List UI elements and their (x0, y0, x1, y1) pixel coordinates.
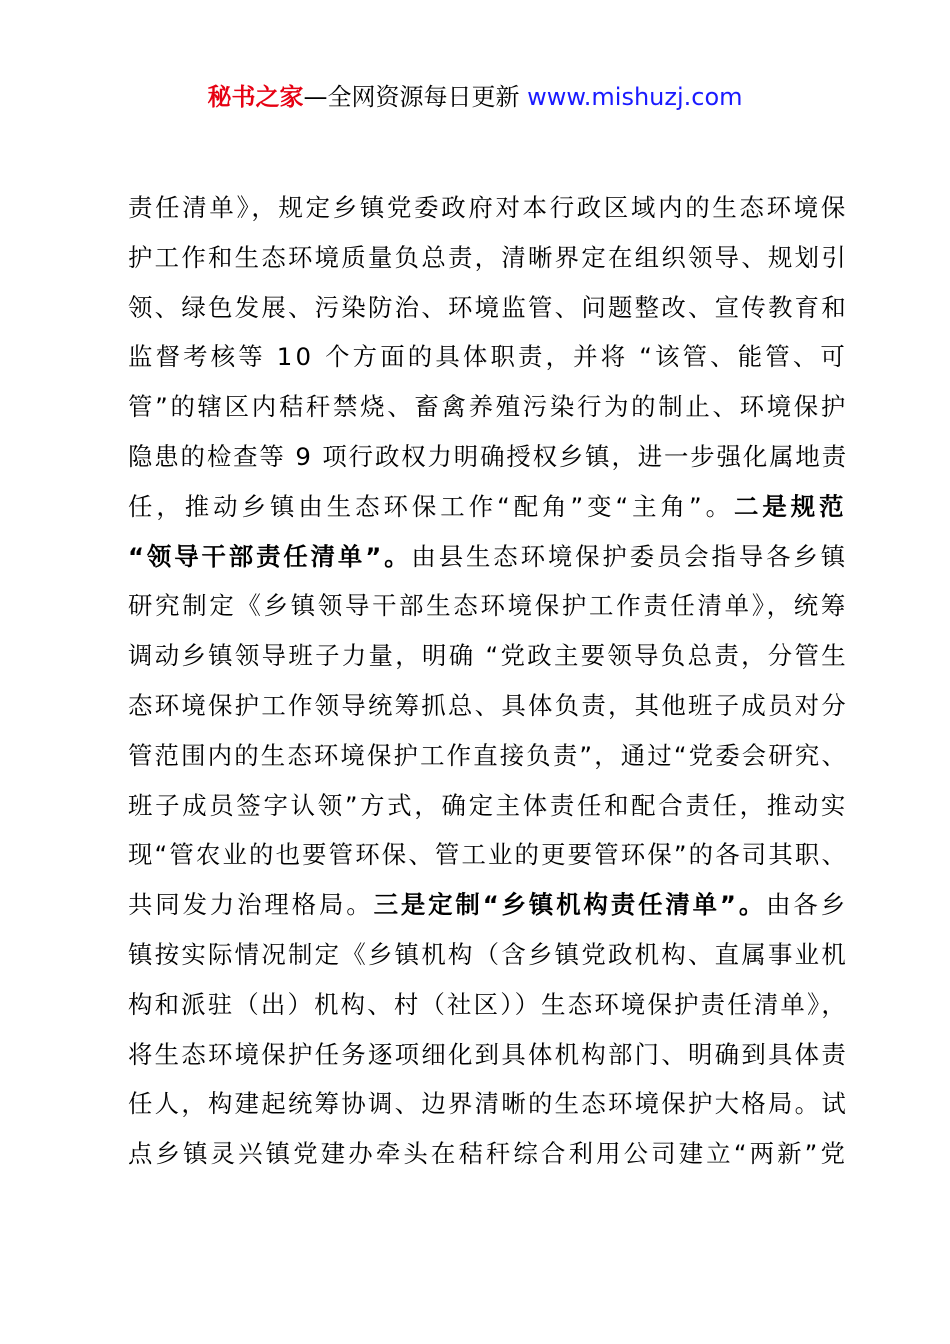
text-segment: 镇按实际情况制定《乡镇机构（含乡镇党政机构、直属事业机 (128, 939, 848, 969)
body-line (128, 681, 848, 731)
body-line (128, 482, 848, 532)
text-segment: 责任清单》，规定乡镇党委政府对本行政区域内的生态环境保 (128, 193, 848, 222)
text-segment: 护工作和生态环境质量负总责，清晰界定在组织领导、规划引 (128, 242, 848, 272)
body-line (128, 1079, 848, 1129)
body-line (128, 532, 848, 582)
text-segment: 研究制定《乡镇领导干部生态环境保护工作责任清单》，统筹 (128, 591, 848, 621)
text-segment: 由县生态环境保护委员会指导各乡镇 (411, 541, 848, 571)
text-segment: 点乡镇灵兴镇党建办牵头在秸秆综合利用公司建立“两新”党 (128, 1139, 848, 1169)
body-line (128, 631, 848, 681)
body-line (128, 880, 848, 930)
page-header (0, 80, 950, 114)
text-segment: 隐患的检查等 9 项行政权力明确授权乡镇，进一步强化属地责 (128, 441, 848, 471)
body-line (128, 332, 848, 382)
text-segment: 班子成员签字认领”方式，确定主体责任和配合责任，推动实 (128, 790, 848, 820)
header-tagline: —全网资源每日更新 (303, 83, 528, 111)
body-line (128, 432, 848, 482)
text-segment: 现“管农业的也要管环保、管工业的更要管环保”的各司其职、 (128, 840, 848, 870)
document-body (128, 183, 848, 1179)
body-line (128, 233, 848, 283)
body-line (128, 581, 848, 631)
text-segment: 监督考核等 10 个方面的具体职责，并将 “该管、能管、可 (128, 342, 848, 372)
bold-text-segment: 二是规范 (733, 491, 848, 521)
text-segment: 构和派驻（出）机构、村（社区））生态环境保护责任清单》， (128, 989, 848, 1019)
text-segment: 由各乡 (766, 890, 848, 920)
body-line (128, 283, 848, 333)
text-segment: 共同发力治理格局。 (128, 890, 374, 920)
bold-text-segment: “领导干部责任清单”。 (128, 541, 412, 571)
text-segment: 管范围内的生态环境保护工作直接负责”，通过“党委会研究、 (128, 740, 848, 770)
text-segment: 调动乡镇领导班子力量，明确 “党政主要领导负总责，分管生 (128, 641, 848, 671)
body-line (128, 1129, 848, 1179)
body-line (128, 183, 848, 233)
text-segment: 领、绿色发展、污染防治、环境监管、问题整改、宣传教育和 (128, 292, 848, 322)
text-segment: 任，推动乡镇由生态环保工作“配角”变“主角”。 (128, 491, 734, 521)
site-url-link[interactable]: www.mishuzj.com (527, 83, 743, 111)
body-line (128, 781, 848, 831)
body-line (128, 382, 848, 432)
text-segment: 态环境保护工作领导统筹抓总、具体负责，其他班子成员对分 (128, 690, 848, 720)
bold-text-segment: 三是定制“乡镇机构责任清单”。 (373, 890, 767, 920)
body-line (128, 1030, 848, 1080)
text-segment: 管”的辖区内秸秆禁烧、畜禽养殖污染行为的制止、环境保护 (128, 392, 848, 422)
brand-name: 秘书之家 (207, 83, 304, 111)
body-line (128, 830, 848, 880)
text-segment: 将生态环境保护任务逐项细化到具体机构部门、明确到具体责 (128, 1039, 848, 1069)
body-line (128, 930, 848, 980)
body-line (128, 731, 848, 781)
body-line (128, 980, 848, 1030)
text-segment: 任人，构建起统筹协调、边界清晰的生态环境保护大格局。试 (128, 1089, 848, 1119)
